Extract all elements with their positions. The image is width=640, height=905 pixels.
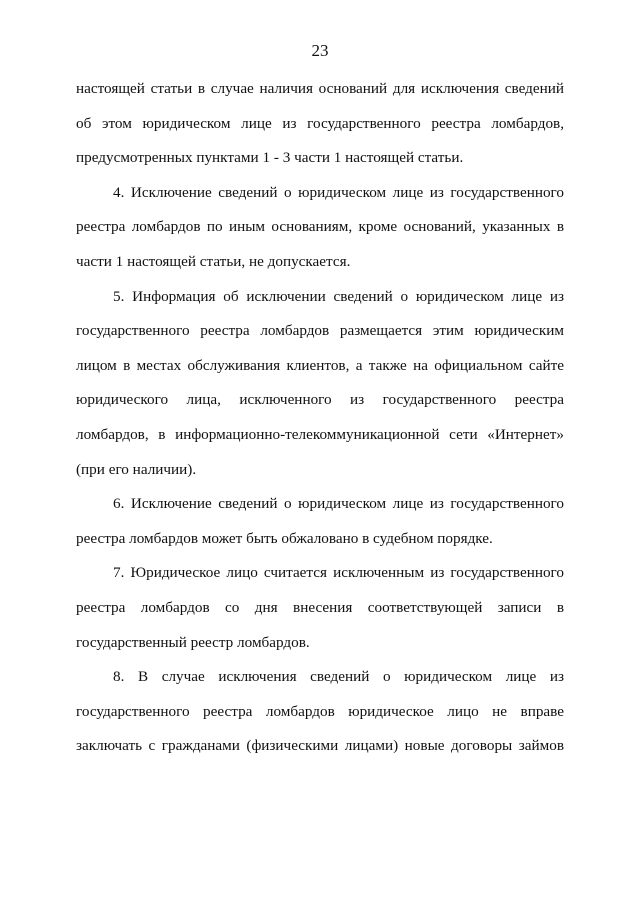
text-line: реестра ломбардов со дня внесения соответствующей записи в xyxy=(76,598,564,616)
text-line: государственного реестра ломбардов размещается этим юридическим xyxy=(76,322,564,340)
text-line: реестра ломбардов может быть обжаловано в судебном порядке. xyxy=(76,529,493,547)
text-line: предусмотренных пунктами 1 - 3 части 1 настоящей статьи. xyxy=(76,149,464,167)
text-line: ломбардов, в информационно-телекоммуникационной сети «Интернет» xyxy=(76,425,564,443)
text-line: юридического лица, исключенного из государственного реестра xyxy=(76,391,564,409)
paragraph xyxy=(76,489,564,558)
text-line: 8. В случае исключения сведений о юридическом лице из xyxy=(113,668,564,686)
text-line: государственного реестра ломбардов юридическое лицо не вправе xyxy=(76,702,564,720)
document-body xyxy=(76,74,564,766)
text-line: настоящей статьи в случае наличия оснований для исключения сведений xyxy=(76,80,564,97)
paragraph xyxy=(76,282,564,490)
text-line: части 1 настоящей статьи, не допускается. xyxy=(76,252,351,270)
text-line: реестра ломбардов по иным основаниям, кроме оснований, указанных в xyxy=(76,218,564,236)
text-line: 4. Исключение сведений о юридическом лице из государственного xyxy=(113,183,564,201)
text-line: заключать с гражданами (физическими лицами) новые договоры займов xyxy=(76,737,564,755)
page-number: 23 xyxy=(311,41,329,60)
text-line: 7. Юридическое лицо считается исключенным из государственного xyxy=(113,564,564,582)
paragraph xyxy=(76,74,564,178)
text-line: государственный реестр ломбардов. xyxy=(76,633,310,651)
text-line: об этом юридическом лице из государственного реестра ломбардов, xyxy=(76,114,564,132)
text-line: 5. Информация об исключении сведений о юридическом лице из xyxy=(113,287,564,305)
paragraph xyxy=(76,178,564,282)
paragraph xyxy=(76,558,564,662)
text-line: (при его наличии). xyxy=(76,460,197,478)
text-line: 6. Исключение сведений о юридическом лице из государственного xyxy=(113,495,564,513)
text-line: лицом в местах обслуживания клиентов, а также на официальном сайте xyxy=(76,356,564,374)
paragraph xyxy=(76,662,564,766)
